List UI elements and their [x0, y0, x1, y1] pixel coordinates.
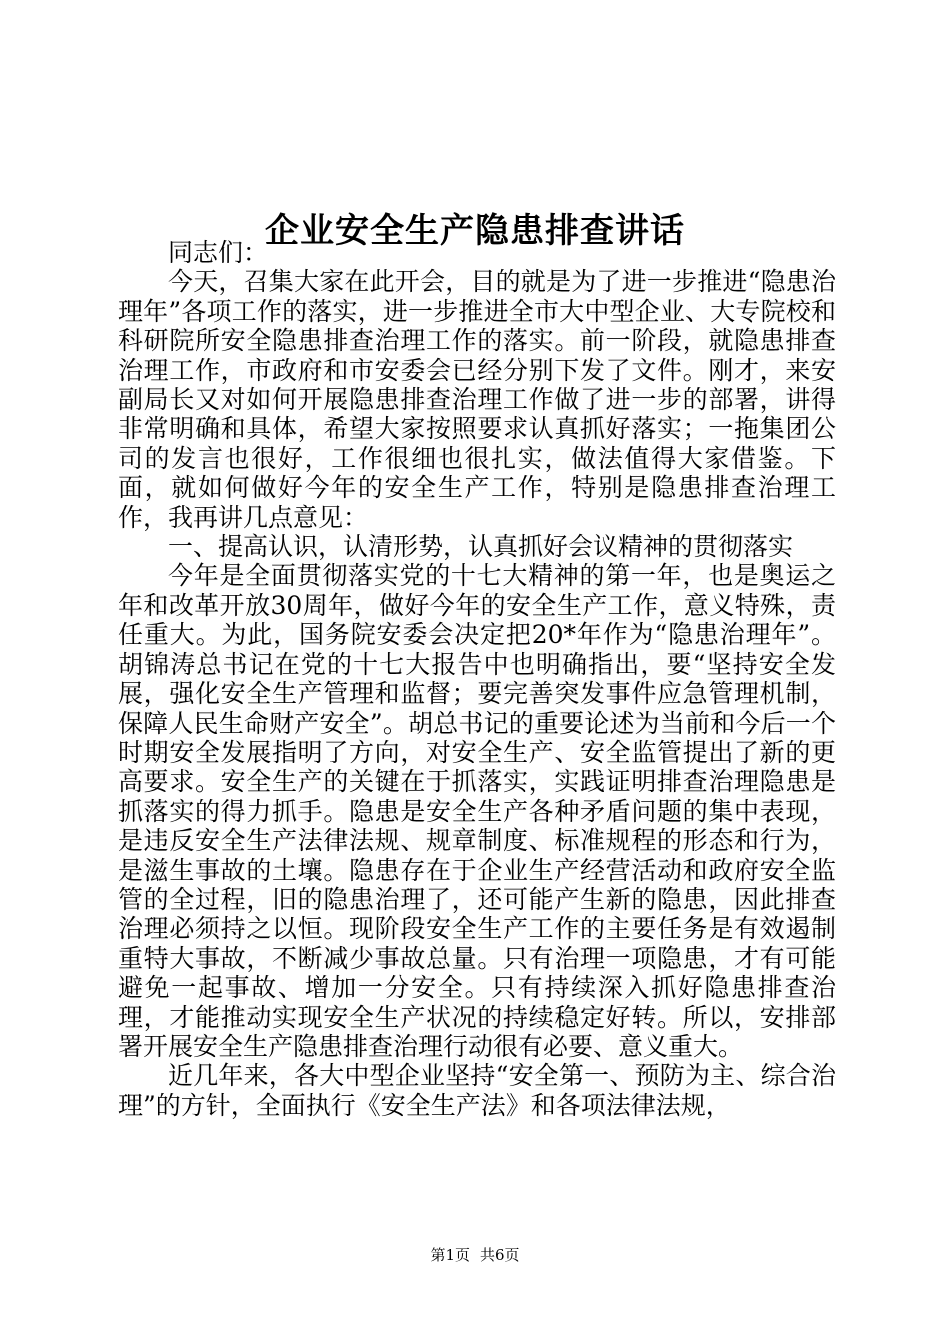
salutation-paragraph: 同志们： — [168, 238, 269, 267]
section-heading-1: 一、提高认识，认清形势，认真抓好会议精神的贯彻落实 — [168, 532, 794, 562]
document-body — [118, 238, 836, 1120]
body-paragraph: 近几年来，各大中型企业坚持“安全第一、预防为主、综合治理”的方针，全面执行《安全生产法》和各项法律法规， — [118, 1061, 836, 1120]
page-footer — [0, 1245, 950, 1265]
document-title: 企业安全生产隐患排查讲话 — [265, 210, 685, 251]
page-number: 第1页 — [430, 1246, 470, 1264]
intro-paragraph: 今天，召集大家在此开会，目的就是为了进一步推进“隐患治理年”各项工作的落实，进一步推进全市大中型企业、大专院校和科研院所安全隐患排查治理工作的落实。前一阶段，就隐患排查治理工作，市政府和市安委会已经分别下发了文件。刚才，来安副局长又对如何开展隐患排查治理工作做了进一步的部署，讲得非常明确和具体，希望大家按照要求认真抓好落实；一拖集团公司的发言也很好，工作很细也很扎实，做法值得大家借鉴。下面，就如何做好今年的安全生产工作，特别是隐患排查治理工作，我再讲几点意见： — [118, 267, 836, 532]
page-total: 共6页 — [480, 1246, 520, 1264]
body-paragraph: 今年是全面贯彻落实党的十七大精神的第一年，也是奥运之年和改革开放30周年，做好今年的安全生产工作，意义特殊，责任重大。为此，国务院安委会决定把20*年作为“隐患治理年”。胡锦涛总书记在党的十七大报告中也明确指出，要“坚持安全发展，强化安全生产管理和监督；要完善突发事件应急管理机制，保障人民生命财产安全”。胡总书记的重要论述为当前和今后一个时期安全发展指明了方向，对安全生产、安全监管提出了新的更高要求。安全生产的关键在于抓落实，实践证明排查治理隐患是抓落实的得力抓手。隐患是安全生产各种矛盾问题的集中表现，是违反安全生产法律法规、规章制度、标准规程的形态和行为，是滋生事故的土壤。隐患存在于企业生产经营活动和政府安全监管的全过程，旧的隐患治理了，还可能产生新的隐患，因此排查治理必须持之以恒。现阶段安全生产工作的主要任务是有效遏制重特大事故，不断减少事故总量。只有治理一项隐患，才有可能避免一起事故、增加一分安全。只有持续深入抓好隐患排查治理，才能推动实现安全生产状况的持续稳定好转。所以，安排部署开展安全生产隐患排查治理行动很有必要、意义重大。 — [118, 561, 836, 1061]
